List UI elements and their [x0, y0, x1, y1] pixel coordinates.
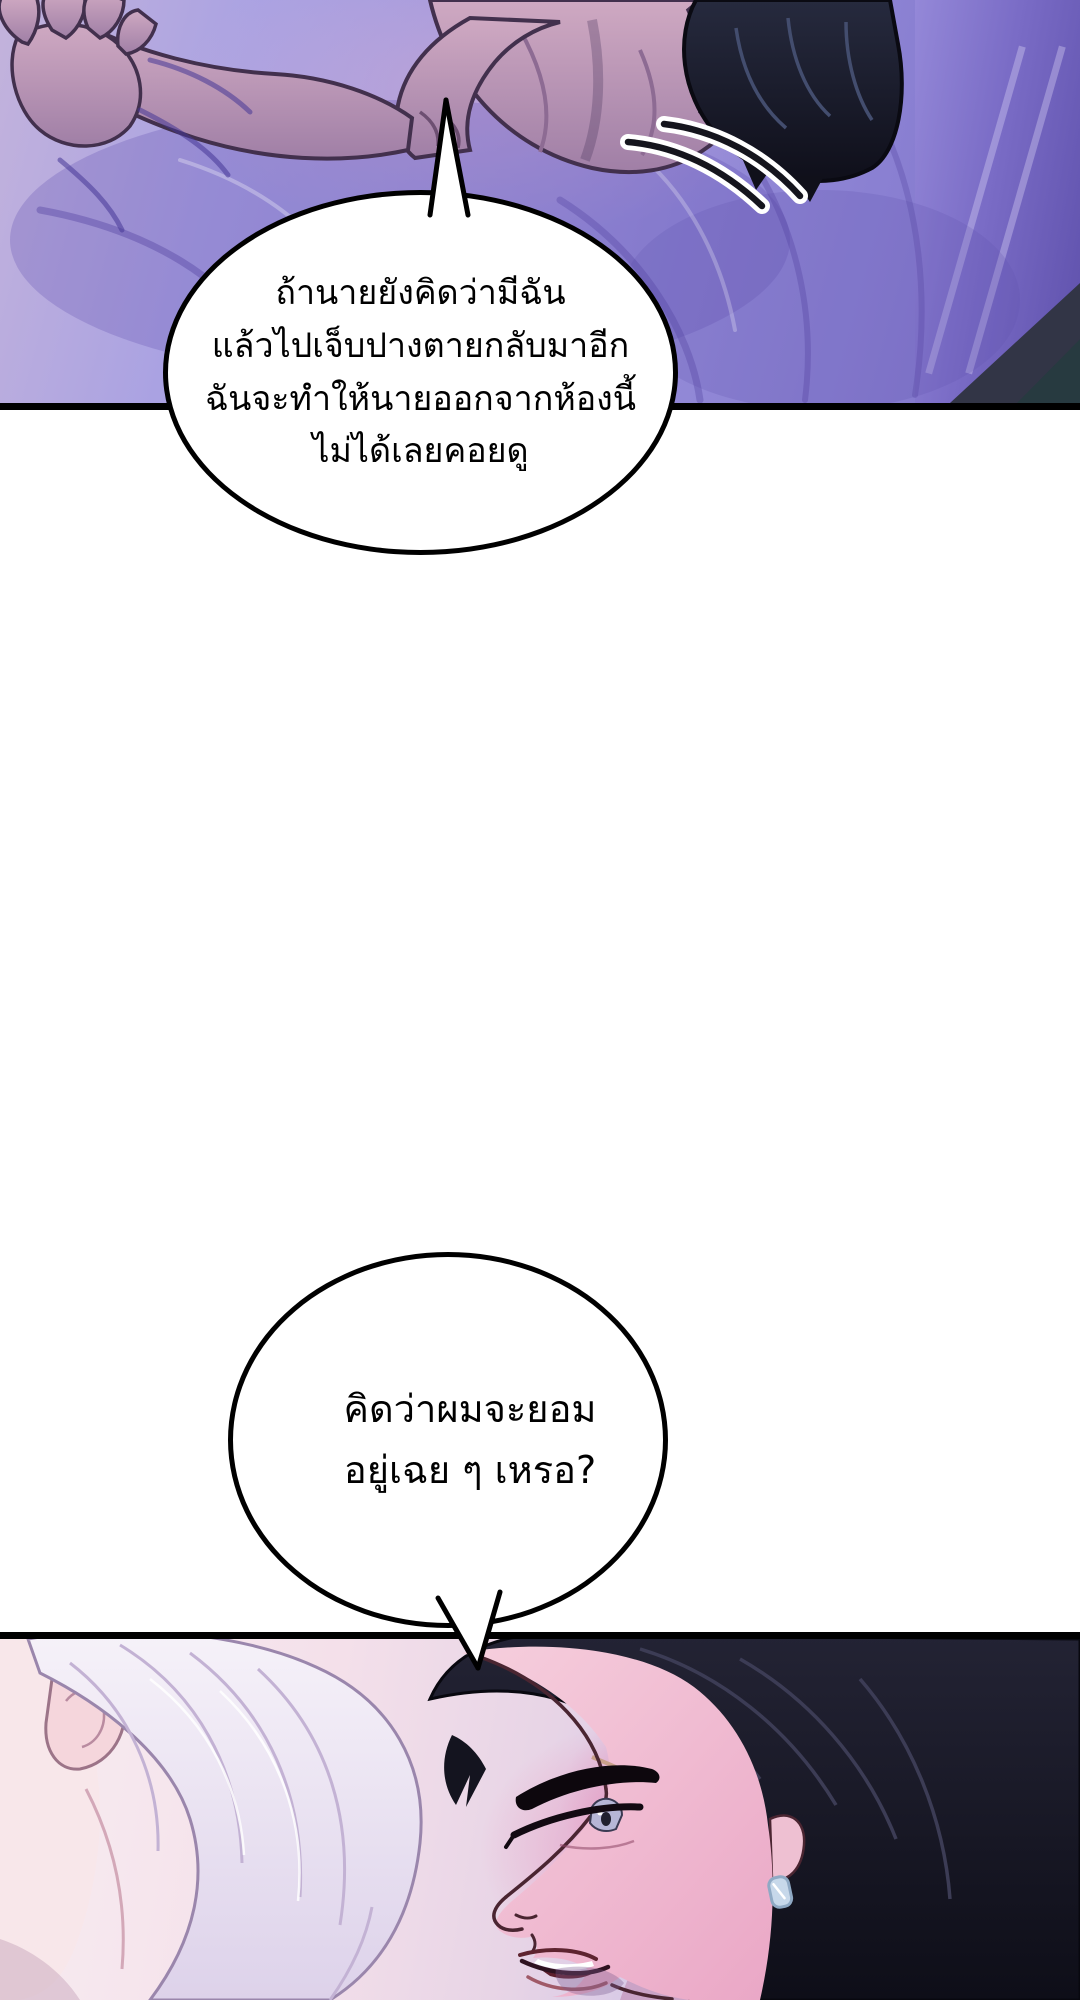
man-dark-hair — [684, 0, 902, 181]
bubble-1-line-3: ฉันจะทำให้นายออกจากห้องนี้ — [204, 378, 637, 419]
pupil — [601, 1812, 611, 1826]
bubble-2-line-1: คิดว่าผมจะยอม — [343, 1387, 597, 1432]
bubble-1-line-1: ถ้านายยังคิดว่ามีฉัน — [275, 273, 566, 314]
man-hand-gripping-sheet — [0, 0, 156, 146]
bubble-2-line-2: อยู่เฉย ๆ เหรอ? — [343, 1448, 597, 1492]
lash-corner — [506, 1835, 514, 1847]
speech-bubble-2-tail — [425, 1580, 515, 1675]
speech-bubble-1 — [163, 190, 678, 555]
two-characters-illustration — [0, 1639, 1080, 2000]
bubble-1-line-4: ไม่ได้เลยคอยดู — [312, 431, 529, 472]
bubble-2-text — [344, 1379, 597, 1501]
white-hair-character — [0, 1639, 421, 2000]
front-hair-fringe — [444, 1735, 486, 1807]
dark-hair-character — [430, 1639, 1080, 2000]
bottom-panel-two-faces — [0, 1639, 1080, 2000]
speech-bubble-2 — [228, 1252, 668, 1628]
speech-bubble-1-tail — [400, 95, 500, 225]
bottom-panel-border — [0, 1632, 1080, 1639]
bubble-1-line-2: แล้วไปเจ็บปางตายกลับมาอีก — [211, 325, 630, 366]
